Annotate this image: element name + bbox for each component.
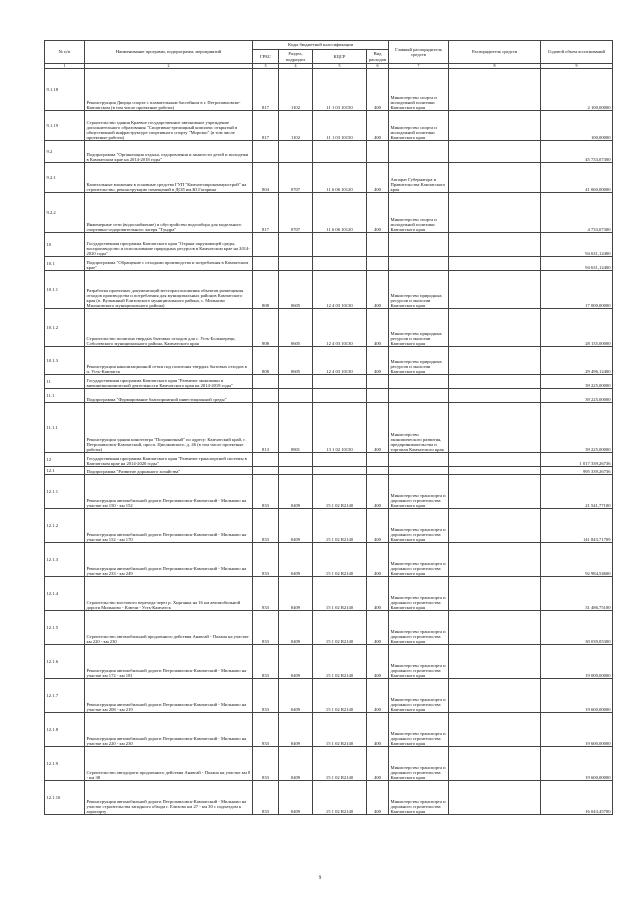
row-amount: 30 039,05300 xyxy=(541,611,613,645)
table-row xyxy=(45,577,613,611)
row-amount: 45 733,07300 xyxy=(541,141,613,163)
row-csr: 12 4 03 10130 xyxy=(313,309,367,347)
table-row xyxy=(45,713,613,747)
header-amount: Годовой объем ассигнований xyxy=(541,41,613,64)
row-amount: 17 000,00000 xyxy=(541,271,613,309)
row-razdel: 0409 xyxy=(279,611,313,645)
row-admin xyxy=(389,389,449,403)
row-amount: 16 043,45700 xyxy=(541,781,613,815)
row-admin: Министерство транспорта и дорожного строительства Камчатского края xyxy=(389,713,449,747)
row-razdel xyxy=(279,375,313,389)
row-csr: 11 1 03 10150 xyxy=(313,111,367,141)
row-csr: 15 1 02 R2140 xyxy=(313,475,367,509)
row-recipient xyxy=(449,257,541,271)
row-razdel: 0409 xyxy=(279,781,313,815)
row-grbs xyxy=(253,141,279,163)
table-row xyxy=(45,271,613,309)
row-name: Государственная программа Камчатского края "Охрана окружающей среды, воспроизводство и использование природных ресурсов в Камчатском крае на 2014-2020 годы" xyxy=(85,233,253,257)
page-number: 9 xyxy=(318,876,322,881)
row-number: 10 xyxy=(45,233,85,257)
table-row xyxy=(45,475,613,509)
row-number: 12.1 xyxy=(45,467,85,475)
row-vr: 400 xyxy=(367,475,389,509)
header-grbs: ГРБС xyxy=(253,50,279,64)
row-razdel xyxy=(279,257,313,271)
table-row xyxy=(45,509,613,543)
row-recipient xyxy=(449,543,541,577)
row-csr xyxy=(313,257,367,271)
table-row xyxy=(45,611,613,645)
row-grbs: 804 xyxy=(253,163,279,193)
row-number: 10.1.2 xyxy=(45,309,85,347)
row-razdel: 0605 xyxy=(279,271,313,309)
row-vr xyxy=(367,453,389,467)
table-row xyxy=(45,347,613,375)
row-amount: 19 600,00000 xyxy=(541,679,613,713)
header-vr: Вид расходов xyxy=(367,50,389,64)
row-razdel: 0409 xyxy=(279,747,313,781)
column-index: 7 xyxy=(389,64,449,69)
row-vr: 400 xyxy=(367,193,389,233)
row-grbs xyxy=(253,375,279,389)
row-csr: 15 1 02 R2140 xyxy=(313,611,367,645)
row-vr: 400 xyxy=(367,577,389,611)
row-grbs: 833 xyxy=(253,611,279,645)
row-grbs: 833 xyxy=(253,645,279,679)
header-recipient: Распорядитель средств xyxy=(449,41,541,64)
row-admin: Министерство транспорта и дорожного строительства Камчатского края xyxy=(389,475,449,509)
row-amount: 19 600,00000 xyxy=(541,747,613,781)
row-number: 10.1 xyxy=(45,257,85,271)
row-vr xyxy=(367,233,389,257)
row-vr: 400 xyxy=(367,347,389,375)
row-number: 10.1.1 xyxy=(45,271,85,309)
row-vr: 400 xyxy=(367,111,389,141)
row-csr xyxy=(313,233,367,257)
row-admin: Министерство транспорта и дорожного строительства Камчатского края xyxy=(389,611,449,645)
row-admin xyxy=(389,375,449,389)
row-name: Реконструкция здания кинотеатра "Пограничный" по адресу: Камчатский край, г. Петропавловск-Камчатский, просп. Циолковского, д. 46 (в том числе проектные работы) xyxy=(85,403,253,453)
row-vr: 400 xyxy=(367,69,389,111)
row-csr: 12 4 03 10130 xyxy=(313,347,367,375)
row-recipient xyxy=(449,467,541,475)
row-admin: Министерство транспорта и дорожного строительства Камчатского края xyxy=(389,543,449,577)
table-row xyxy=(45,257,613,271)
row-admin: Министерство спорта и молодежной политики Камчатского края xyxy=(389,69,449,111)
row-amount: 39 225,00000 xyxy=(541,389,613,403)
row-name: Разработка проектных документаций месторасположения объектов размещения отходов производства и потребления для муниципальных районов Камчатского края (п. Вулканный Елизовского муниципального района, с. Мильково Мильковского муниципального района) xyxy=(85,271,253,309)
row-csr: 15 1 02 R2140 xyxy=(313,679,367,713)
table-row xyxy=(45,375,613,389)
row-name: Реконструкция автомобильной дороги Петропавловск-Камчатский - Мильково на участке км 220 - км 230 xyxy=(85,713,253,747)
column-index: 1 xyxy=(45,64,85,69)
row-vr: 400 xyxy=(367,543,389,577)
row-number: 11 xyxy=(45,375,85,389)
row-amount: 39 225,00000 xyxy=(541,375,613,389)
header-name: Наименование программ, подпрограмм, мероприятий xyxy=(85,41,253,64)
row-razdel xyxy=(279,141,313,163)
row-amount: 41 060,00000 xyxy=(541,163,613,193)
row-recipient xyxy=(449,69,541,111)
row-vr xyxy=(367,389,389,403)
row-amount: 1 017 339,26736 xyxy=(541,453,613,467)
row-grbs xyxy=(253,257,279,271)
row-csr xyxy=(313,389,367,403)
column-index: 2 xyxy=(85,64,253,69)
row-amount: 31 486,75100 xyxy=(541,577,613,611)
row-name: Государственная программа Камчатского края "Развитие экономики и внешнеэкономической деятельности Камчатского края на 2014-2018 годы" xyxy=(85,375,253,389)
row-admin: Министерство транспорта и дорожного строительства Камчатского края xyxy=(389,577,449,611)
row-grbs: 808 xyxy=(253,347,279,375)
row-csr: 15 1 02 R2140 xyxy=(313,509,367,543)
row-csr xyxy=(313,375,367,389)
row-name: Реконструкция автомобильной дороги Петропавловск-Камчатский - Мильково на участке км 152 - км 170 xyxy=(85,509,253,543)
row-number: 12.1.5 xyxy=(45,611,85,645)
row-number: 12.1.9 xyxy=(45,747,85,781)
row-admin: Министерство природных ресурсов и экологии Камчатского края xyxy=(389,309,449,347)
row-number: 9.2.1 xyxy=(45,163,85,193)
table-row xyxy=(45,453,613,467)
row-admin xyxy=(389,141,449,163)
row-grbs xyxy=(253,467,279,475)
table-row xyxy=(45,309,613,347)
row-vr xyxy=(367,257,389,271)
row-name: Инженерные сети (водоснабжение) и обустройство водозабора для модельного спортивно-оздоровительного лагеря "Тундра" xyxy=(85,193,253,233)
row-name: Подпрограмма "Формирование благоприятной инвестиционной среды" xyxy=(85,389,253,403)
row-csr: 11 6 06 10120 xyxy=(313,193,367,233)
row-recipient xyxy=(449,747,541,781)
row-number: 9.2 xyxy=(45,141,85,163)
row-grbs: 817 xyxy=(253,193,279,233)
row-csr xyxy=(313,141,367,163)
row-number: 9.1.18 xyxy=(45,69,85,111)
row-razdel: 1102 xyxy=(279,111,313,141)
row-admin: Министерство спорта и молодежной политики Камчатского края xyxy=(389,111,449,141)
row-razdel: 0409 xyxy=(279,577,313,611)
row-admin: Аппарат Губернатора и Правительства Камчатского края xyxy=(389,163,449,193)
row-csr: 13 1 02 10150 xyxy=(313,403,367,453)
header-csr: КЦСР xyxy=(313,50,367,64)
header-codes-group: Коды бюджетной классификации xyxy=(253,41,389,50)
row-razdel: 0707 xyxy=(279,163,313,193)
row-vr: 400 xyxy=(367,309,389,347)
row-admin: Министерство транспорта и дорожного строительства Камчатского края xyxy=(389,747,449,781)
row-vr: 400 xyxy=(367,163,389,193)
row-csr: 12 4 03 10130 xyxy=(313,271,367,309)
row-razdel: 0409 xyxy=(279,509,313,543)
row-recipient xyxy=(449,509,541,543)
table-row xyxy=(45,69,613,111)
row-razdel xyxy=(279,389,313,403)
row-grbs: 833 xyxy=(253,713,279,747)
row-amount: 21 541,77100 xyxy=(541,475,613,509)
row-grbs: 833 xyxy=(253,747,279,781)
row-amount: 2 100,00000 xyxy=(541,69,613,111)
row-number: 12.1.7 xyxy=(45,679,85,713)
row-admin xyxy=(389,233,449,257)
row-number: 9.2.2 xyxy=(45,193,85,233)
row-name: Строительство полигона твердых бытовых отходов для с. Усть-Большерецк, Соболевского муниципального района, Камчатского края xyxy=(85,309,253,347)
row-grbs: 833 xyxy=(253,577,279,611)
row-csr: 11 6 06 10120 xyxy=(313,163,367,193)
row-csr: 15 1 02 R2140 xyxy=(313,781,367,815)
row-grbs xyxy=(253,233,279,257)
table-row xyxy=(45,679,613,713)
row-amount: 29 496,12400 xyxy=(541,347,613,375)
header-admin: Главный распорядитель средств xyxy=(389,41,449,64)
row-grbs: 833 xyxy=(253,543,279,577)
table-row xyxy=(45,645,613,679)
row-vr xyxy=(367,467,389,475)
row-admin: Министерство транспорта и дорожного строительства Камчатского края xyxy=(389,781,449,815)
row-amount: 100,00000 xyxy=(541,111,613,141)
row-number: 12.1.2 xyxy=(45,509,85,543)
row-name: Реконструкция Дворца спорта с плавательным бассейном в г. Петропавловске-Камчатском (в том числе проектные работы) xyxy=(85,69,253,111)
row-vr: 400 xyxy=(367,713,389,747)
row-name: Реконструкция автомобильной дороги Петропавловск-Камчатский - Мильково на участке км 233 - км 249 xyxy=(85,543,253,577)
row-number: 12.1.6 xyxy=(45,645,85,679)
row-admin: Министерство спорта и молодежной политики Камчатского края xyxy=(389,193,449,233)
row-name: Строительство автодороги продленного действия Анавгай - Палана на участке км 0 - км 38 xyxy=(85,747,253,781)
row-vr: 400 xyxy=(367,645,389,679)
row-recipient xyxy=(449,713,541,747)
row-vr: 400 xyxy=(367,509,389,543)
row-recipient xyxy=(449,475,541,509)
header-razdel: Раздел, подраздел xyxy=(279,50,313,64)
row-number: 12.1.4 xyxy=(45,577,85,611)
row-vr: 400 xyxy=(367,403,389,453)
row-grbs xyxy=(253,453,279,467)
row-razdel: 0409 xyxy=(279,475,313,509)
row-recipient xyxy=(449,193,541,233)
row-razdel: 0605 xyxy=(279,347,313,375)
row-csr: 11 1 03 10150 xyxy=(313,69,367,111)
row-vr xyxy=(367,141,389,163)
row-grbs: 833 xyxy=(253,679,279,713)
column-index: 8 xyxy=(449,64,541,69)
row-admin xyxy=(389,257,449,271)
header-num: № п/п xyxy=(45,41,85,64)
row-recipient xyxy=(449,163,541,193)
row-razdel: 0409 xyxy=(279,679,313,713)
row-razdel xyxy=(279,467,313,475)
row-name: Подпрограмма "Обращение с отходами производства и потребления в Камчатском крае" xyxy=(85,257,253,271)
table-row xyxy=(45,389,613,403)
row-razdel: 0801 xyxy=(279,403,313,453)
row-csr: 15 1 02 R2140 xyxy=(313,577,367,611)
row-recipient xyxy=(449,645,541,679)
row-recipient xyxy=(449,111,541,141)
row-admin: Министерство природных ресурсов и экологии Камчатского края xyxy=(389,271,449,309)
row-vr: 400 xyxy=(367,611,389,645)
column-index: 4 xyxy=(279,64,313,69)
row-amount: 4 733,07300 xyxy=(541,193,613,233)
column-index: 9 xyxy=(541,64,613,69)
table-row xyxy=(45,781,613,815)
row-razdel: 0409 xyxy=(279,543,313,577)
table-row xyxy=(45,233,613,257)
row-recipient xyxy=(449,233,541,257)
row-recipient xyxy=(449,347,541,375)
row-name: Строительство мостового перехода через р. Хирганка на 16 км автомобильной дороги Мильково - Ключи - Усть-Камчатск xyxy=(85,577,253,611)
row-name: Капитальные вложения в основные средства ГУП "Камчатгипрокоммунстрой" на строительство, реконструкцию помещений в ДОЛ им.Ю.Гагарина xyxy=(85,163,253,193)
row-amount: 141 843,71709 xyxy=(541,509,613,543)
row-vr xyxy=(367,375,389,389)
row-recipient xyxy=(449,375,541,389)
row-razdel: 0409 xyxy=(279,713,313,747)
row-grbs: 833 xyxy=(253,475,279,509)
row-name: Реконструкция канализационной сетки под полигоны твердых бытовых отходов в п. Усть-Камчатск xyxy=(85,347,253,375)
row-name: Реконструкция автомобильной дороги Петропавловск-Камчатский - Мильково на участке строительства западного обхода г. Елизово км 27 - км 30 с подъездом к аэропорту xyxy=(85,781,253,815)
row-vr: 400 xyxy=(367,781,389,815)
row-grbs: 833 xyxy=(253,781,279,815)
row-admin: Министерство транспорта и дорожного строительства Камчатского края xyxy=(389,679,449,713)
budget-table xyxy=(44,40,613,815)
row-amount: 28 135,00000 xyxy=(541,309,613,347)
row-admin: Министерство транспорта и дорожного строительства Камчатского края xyxy=(389,509,449,543)
row-razdel xyxy=(279,233,313,257)
column-index: 6 xyxy=(367,64,389,69)
row-number: 10.1.3 xyxy=(45,347,85,375)
row-recipient xyxy=(449,781,541,815)
row-grbs: 817 xyxy=(253,111,279,141)
row-name: Реконструкция автомобильной дороги Петропавловск-Камчатский - Мильково на участке км 150 - км 152 xyxy=(85,475,253,509)
table-row xyxy=(45,111,613,141)
table-row xyxy=(45,467,613,475)
row-name: Подпрограмма "Развитие дорожного хозяйства" xyxy=(85,467,253,475)
row-razdel: 0707 xyxy=(279,193,313,233)
row-number: 12.1.1 xyxy=(45,475,85,509)
row-vr: 400 xyxy=(367,747,389,781)
row-razdel xyxy=(279,453,313,467)
row-number: 12.1.8 xyxy=(45,713,85,747)
row-admin xyxy=(389,453,449,467)
table-row xyxy=(45,747,613,781)
row-csr: 15 1 02 R2140 xyxy=(313,747,367,781)
row-admin: Министерство экономического развития, предпринимательства и торговли Камчатского края xyxy=(389,403,449,453)
row-number: 12 xyxy=(45,453,85,467)
row-name: Реконструкция автомобильной дороги Петропавловск-Камчатский - Мильково на участке км 208 - км 219 xyxy=(85,679,253,713)
row-recipient xyxy=(449,309,541,347)
row-vr: 400 xyxy=(367,271,389,309)
row-amount: 19 600,00000 xyxy=(541,713,613,747)
table-body xyxy=(45,69,613,815)
row-number: 12.1.10 xyxy=(45,781,85,815)
row-csr: 15 1 02 R2140 xyxy=(313,713,367,747)
row-grbs: 817 xyxy=(253,69,279,111)
row-name: Государственная программа Камчатского края "Развитие транспортной системы в Камчатском крае на 2014-2020 годы" xyxy=(85,453,253,467)
row-name: Подпрограмма "Организация отдыха, оздоровления и занятости детей и молодежи в Камчатском крае на 2014-2018 годы" xyxy=(85,141,253,163)
table-row xyxy=(45,403,613,453)
row-csr: 15 1 02 R2140 xyxy=(313,645,367,679)
row-amount: 39 225,00000 xyxy=(541,403,613,453)
row-recipient xyxy=(449,141,541,163)
row-recipient xyxy=(449,271,541,309)
row-grbs: 808 xyxy=(253,309,279,347)
row-amount: 94 631,12400 xyxy=(541,257,613,271)
row-recipient xyxy=(449,403,541,453)
row-number: 11.1.1 xyxy=(45,403,85,453)
row-razdel: 0409 xyxy=(279,645,313,679)
row-vr: 400 xyxy=(367,679,389,713)
table-row xyxy=(45,543,613,577)
row-csr xyxy=(313,467,367,475)
row-admin xyxy=(389,467,449,475)
row-number: 9.1.19 xyxy=(45,111,85,141)
row-grbs xyxy=(253,389,279,403)
row-recipient xyxy=(449,679,541,713)
row-name: Строительство здания Краевое государственное автономное учреждение дополнительного образования "Спортивно-зрелищный комплекс открытый в общественной инфраструктуре спортивного спорту "Морозко" (в том числе проектные работы) xyxy=(85,111,253,141)
row-number: 12.1.3 xyxy=(45,543,85,577)
row-name: Реконструкция автомобильной дороги Петропавловск-Камчатский - Мильково на участке км 172 - км 181 xyxy=(85,645,253,679)
row-recipient xyxy=(449,611,541,645)
row-recipient xyxy=(449,577,541,611)
row-razdel: 0605 xyxy=(279,309,313,347)
row-grbs: 808 xyxy=(253,271,279,309)
row-amount: 19 000,00000 xyxy=(541,645,613,679)
table-row xyxy=(45,163,613,193)
row-name: Строительство автомобильной продленного действия Анавгай - Палана на участке км 220 - км 230 xyxy=(85,611,253,645)
row-amount: 94 631,12400 xyxy=(541,233,613,257)
row-admin: Министерство транспорта и дорожного строительства Камчатского края xyxy=(389,645,449,679)
row-number: 11.1 xyxy=(45,389,85,403)
document-page xyxy=(44,40,612,815)
row-admin: Министерство природных ресурсов и экологии Камчатского края xyxy=(389,347,449,375)
row-grbs: 813 xyxy=(253,403,279,453)
row-csr: 15 1 02 R2140 xyxy=(313,543,367,577)
row-recipient xyxy=(449,389,541,403)
row-amount: 995 339,26736 xyxy=(541,467,613,475)
column-index: 3 xyxy=(253,64,279,69)
table-row xyxy=(45,193,613,233)
row-amount: 92 984,54600 xyxy=(541,543,613,577)
row-csr xyxy=(313,453,367,467)
table-row xyxy=(45,141,613,163)
row-grbs: 833 xyxy=(253,509,279,543)
row-razdel: 1102 xyxy=(279,69,313,111)
row-recipient xyxy=(449,453,541,467)
column-index: 5 xyxy=(313,64,367,69)
